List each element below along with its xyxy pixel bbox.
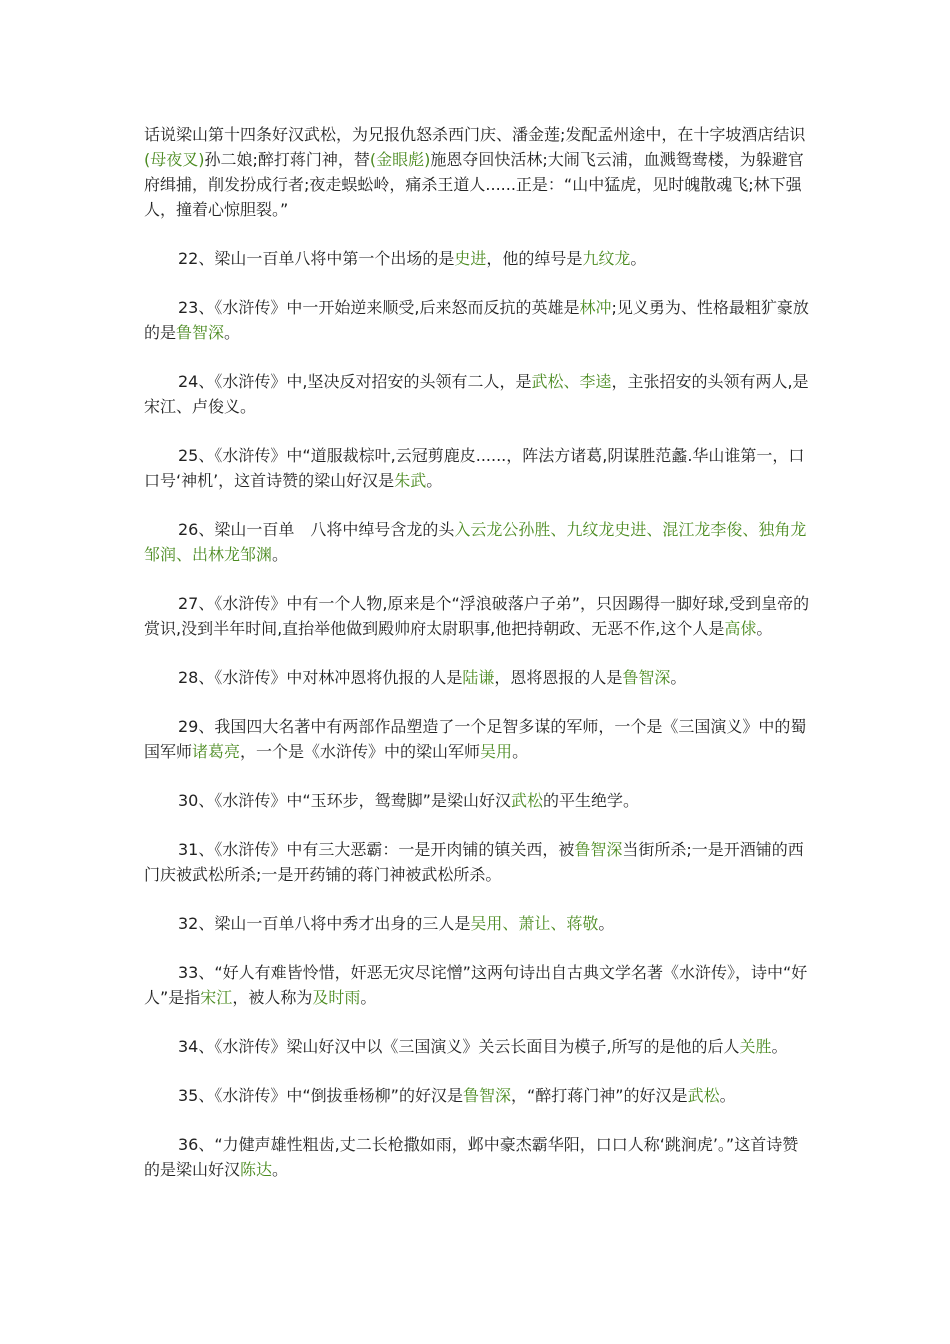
text-segment: ，“醉打蒋门神”的好汉是 bbox=[510, 1086, 688, 1105]
highlighted-answer: 九纹龙 bbox=[582, 249, 631, 268]
text-segment: 26、梁山一百单 八将中绰号含龙的头 bbox=[178, 520, 455, 539]
text-segment: 31、《水浒传》中有三大恶霸：一是开肉铺的镇关西，被 bbox=[178, 840, 575, 859]
highlighted-answer: 入云龙公孙胜、九纹龙史进、混江龙李俊、独角龙邹润、出林龙邹渊 bbox=[144, 520, 807, 564]
text-segment: ，主张招安的头领有两人,是宋江、卢俊义。 bbox=[144, 372, 809, 416]
text-segment: 。 bbox=[670, 668, 687, 687]
highlighted-answer: 吴用、萧让、蒋敬 bbox=[470, 914, 599, 933]
highlighted-answer: 鲁智深 bbox=[462, 1086, 511, 1105]
highlighted-answer: 宋江 bbox=[200, 988, 233, 1007]
text-segment: 。 bbox=[360, 988, 377, 1007]
text-segment: 。 bbox=[272, 1160, 289, 1179]
text-segment: 23、《水浒传》中一开始逆来顺受,后来怒而反抗的英雄是 bbox=[178, 298, 580, 317]
text-segment: 28、《水浒传》中对林冲恩将仇报的人是 bbox=[178, 668, 463, 687]
paragraph-4 bbox=[144, 443, 812, 493]
text-segment: 36、“力健声雄性粗齿,丈二长枪撒如雨，邺中豪杰霸华阳，口口人称‘跳涧虎’。”这首诗赞的是梁山好汉 bbox=[144, 1135, 799, 1179]
highlighted-answer: 武松 bbox=[687, 1086, 720, 1105]
text-segment: 。 bbox=[719, 1086, 736, 1105]
text-segment: 22、梁山一百单八将中第一个出场的是 bbox=[178, 249, 455, 268]
highlighted-answer: 陈达 bbox=[240, 1160, 273, 1179]
highlighted-answer: 陆谦 bbox=[462, 668, 495, 687]
highlighted-answer: 史进 bbox=[454, 249, 487, 268]
text-segment: 。 bbox=[756, 619, 773, 638]
highlighted-answer: 武松 bbox=[510, 791, 543, 810]
text-segment: 35、《水浒传》中“倒拔垂杨柳”的好汉是 bbox=[178, 1086, 463, 1105]
highlighted-answer: 鲁智深 bbox=[622, 668, 671, 687]
highlighted-answer: 武松、李逵 bbox=[531, 372, 612, 391]
highlighted-answer: 诸葛亮 bbox=[192, 742, 241, 761]
paragraph-7 bbox=[144, 665, 812, 690]
paragraph-15 bbox=[144, 1132, 812, 1182]
highlighted-answer: 林冲 bbox=[579, 298, 612, 317]
text-segment: 。 bbox=[512, 742, 529, 761]
text-segment: 。 bbox=[272, 545, 289, 564]
text-segment: 。 bbox=[426, 471, 443, 490]
highlighted-answer: (金眼彪) bbox=[369, 150, 431, 169]
text-segment: 。 bbox=[630, 249, 647, 268]
text-segment: 孙二娘;醉打蒋门神，替 bbox=[204, 150, 370, 169]
text-segment: ;见义勇为、性格最粗犷豪放的是 bbox=[144, 298, 809, 342]
text-segment: 30、《水浒传》中“玉环步，鸳鸯脚”是梁山好汉 bbox=[178, 791, 511, 810]
paragraph-2 bbox=[144, 295, 812, 345]
text-segment: ，他的绰号是 bbox=[486, 249, 583, 268]
paragraph-9 bbox=[144, 788, 812, 813]
paragraph-11 bbox=[144, 911, 812, 936]
paragraph-3 bbox=[144, 369, 812, 419]
paragraph-0 bbox=[144, 122, 812, 222]
text-segment: 24、《水浒传》中,坚决反对招安的头领有二人，是 bbox=[178, 372, 532, 391]
paragraph-14 bbox=[144, 1083, 812, 1108]
paragraph-6 bbox=[144, 591, 812, 641]
text-segment: 33、“好人有难皆怜惜，奸恶无灾尽诧憎”这两句诗出自古典文学名著《水浒传》，诗中“好人”是指 bbox=[144, 963, 808, 1007]
highlighted-answer: 吴用 bbox=[480, 742, 513, 761]
highlighted-answer: 及时雨 bbox=[312, 988, 361, 1007]
text-segment: 施恩夺回快活林;大闹飞云浦，血溅鸳鸯楼，为躲避官府缉捕，削发扮成行者;夜走蜈蚣岭，痛杀王道人......正是：“山中猛虎，见时魄散魂飞;林下强人，撞着心惊胆裂。” bbox=[144, 150, 804, 219]
text-segment: 当街所杀;一是开酒铺的西门庆被武松所杀;一是开药铺的蒋门神被武松所杀。 bbox=[144, 840, 804, 884]
text-segment: ，一个是《水浒传》中的梁山军师 bbox=[240, 742, 481, 761]
text-segment: 话说梁山第十四条好汉武松，为兄报仇怒杀西门庆、潘金莲;发配孟州途中，在十字坡酒店结识 bbox=[144, 125, 806, 144]
text-segment: 27、《水浒传》中有一个人物,原来是个“浮浪破落户子弟”，只因踢得一脚好球,受到皇帝的赏识,没到半年时间,直抬举他做到殿帅府太尉职事,他把持朝政、无恶不作,这个人是 bbox=[144, 594, 810, 638]
highlighted-answer: 高俅 bbox=[724, 619, 757, 638]
highlighted-answer: 鲁智深 bbox=[574, 840, 623, 859]
paragraph-10 bbox=[144, 837, 812, 887]
text-segment: 34、《水浒传》梁山好汉中以《三国演义》关云长面目为模子,所写的是他的后人 bbox=[178, 1037, 740, 1056]
text-segment: 25、《水浒传》中“道服裁棕叶,云冠剪鹿皮......，阵法方诸葛,阴谋胜范蠡.华山谁第一，口口号‘神机’，这首诗赞的梁山好汉是 bbox=[144, 446, 805, 490]
paragraph-8 bbox=[144, 714, 812, 764]
text-segment: 32、梁山一百单八将中秀才出身的三人是 bbox=[178, 914, 471, 933]
text-segment: 。 bbox=[224, 323, 241, 342]
highlighted-answer: 鲁智深 bbox=[176, 323, 225, 342]
highlighted-answer: 朱武 bbox=[394, 471, 427, 490]
paragraph-12 bbox=[144, 960, 812, 1010]
highlighted-answer: 关胜 bbox=[739, 1037, 772, 1056]
text-segment: 。 bbox=[598, 914, 615, 933]
paragraph-5 bbox=[144, 517, 812, 567]
paragraph-1 bbox=[144, 246, 812, 271]
highlighted-answer: (母夜叉) bbox=[144, 150, 205, 169]
paragraph-13 bbox=[144, 1034, 812, 1059]
text-segment: 。 bbox=[771, 1037, 788, 1056]
text-segment: ，被人称为 bbox=[232, 988, 313, 1007]
text-segment: ，恩将恩报的人是 bbox=[494, 668, 623, 687]
text-segment: 29、我国四大名著中有两部作品塑造了一个足智多谋的军师，一个是《三国演义》中的蜀国军师 bbox=[144, 717, 807, 761]
text-segment: 的平生绝学。 bbox=[542, 791, 639, 810]
